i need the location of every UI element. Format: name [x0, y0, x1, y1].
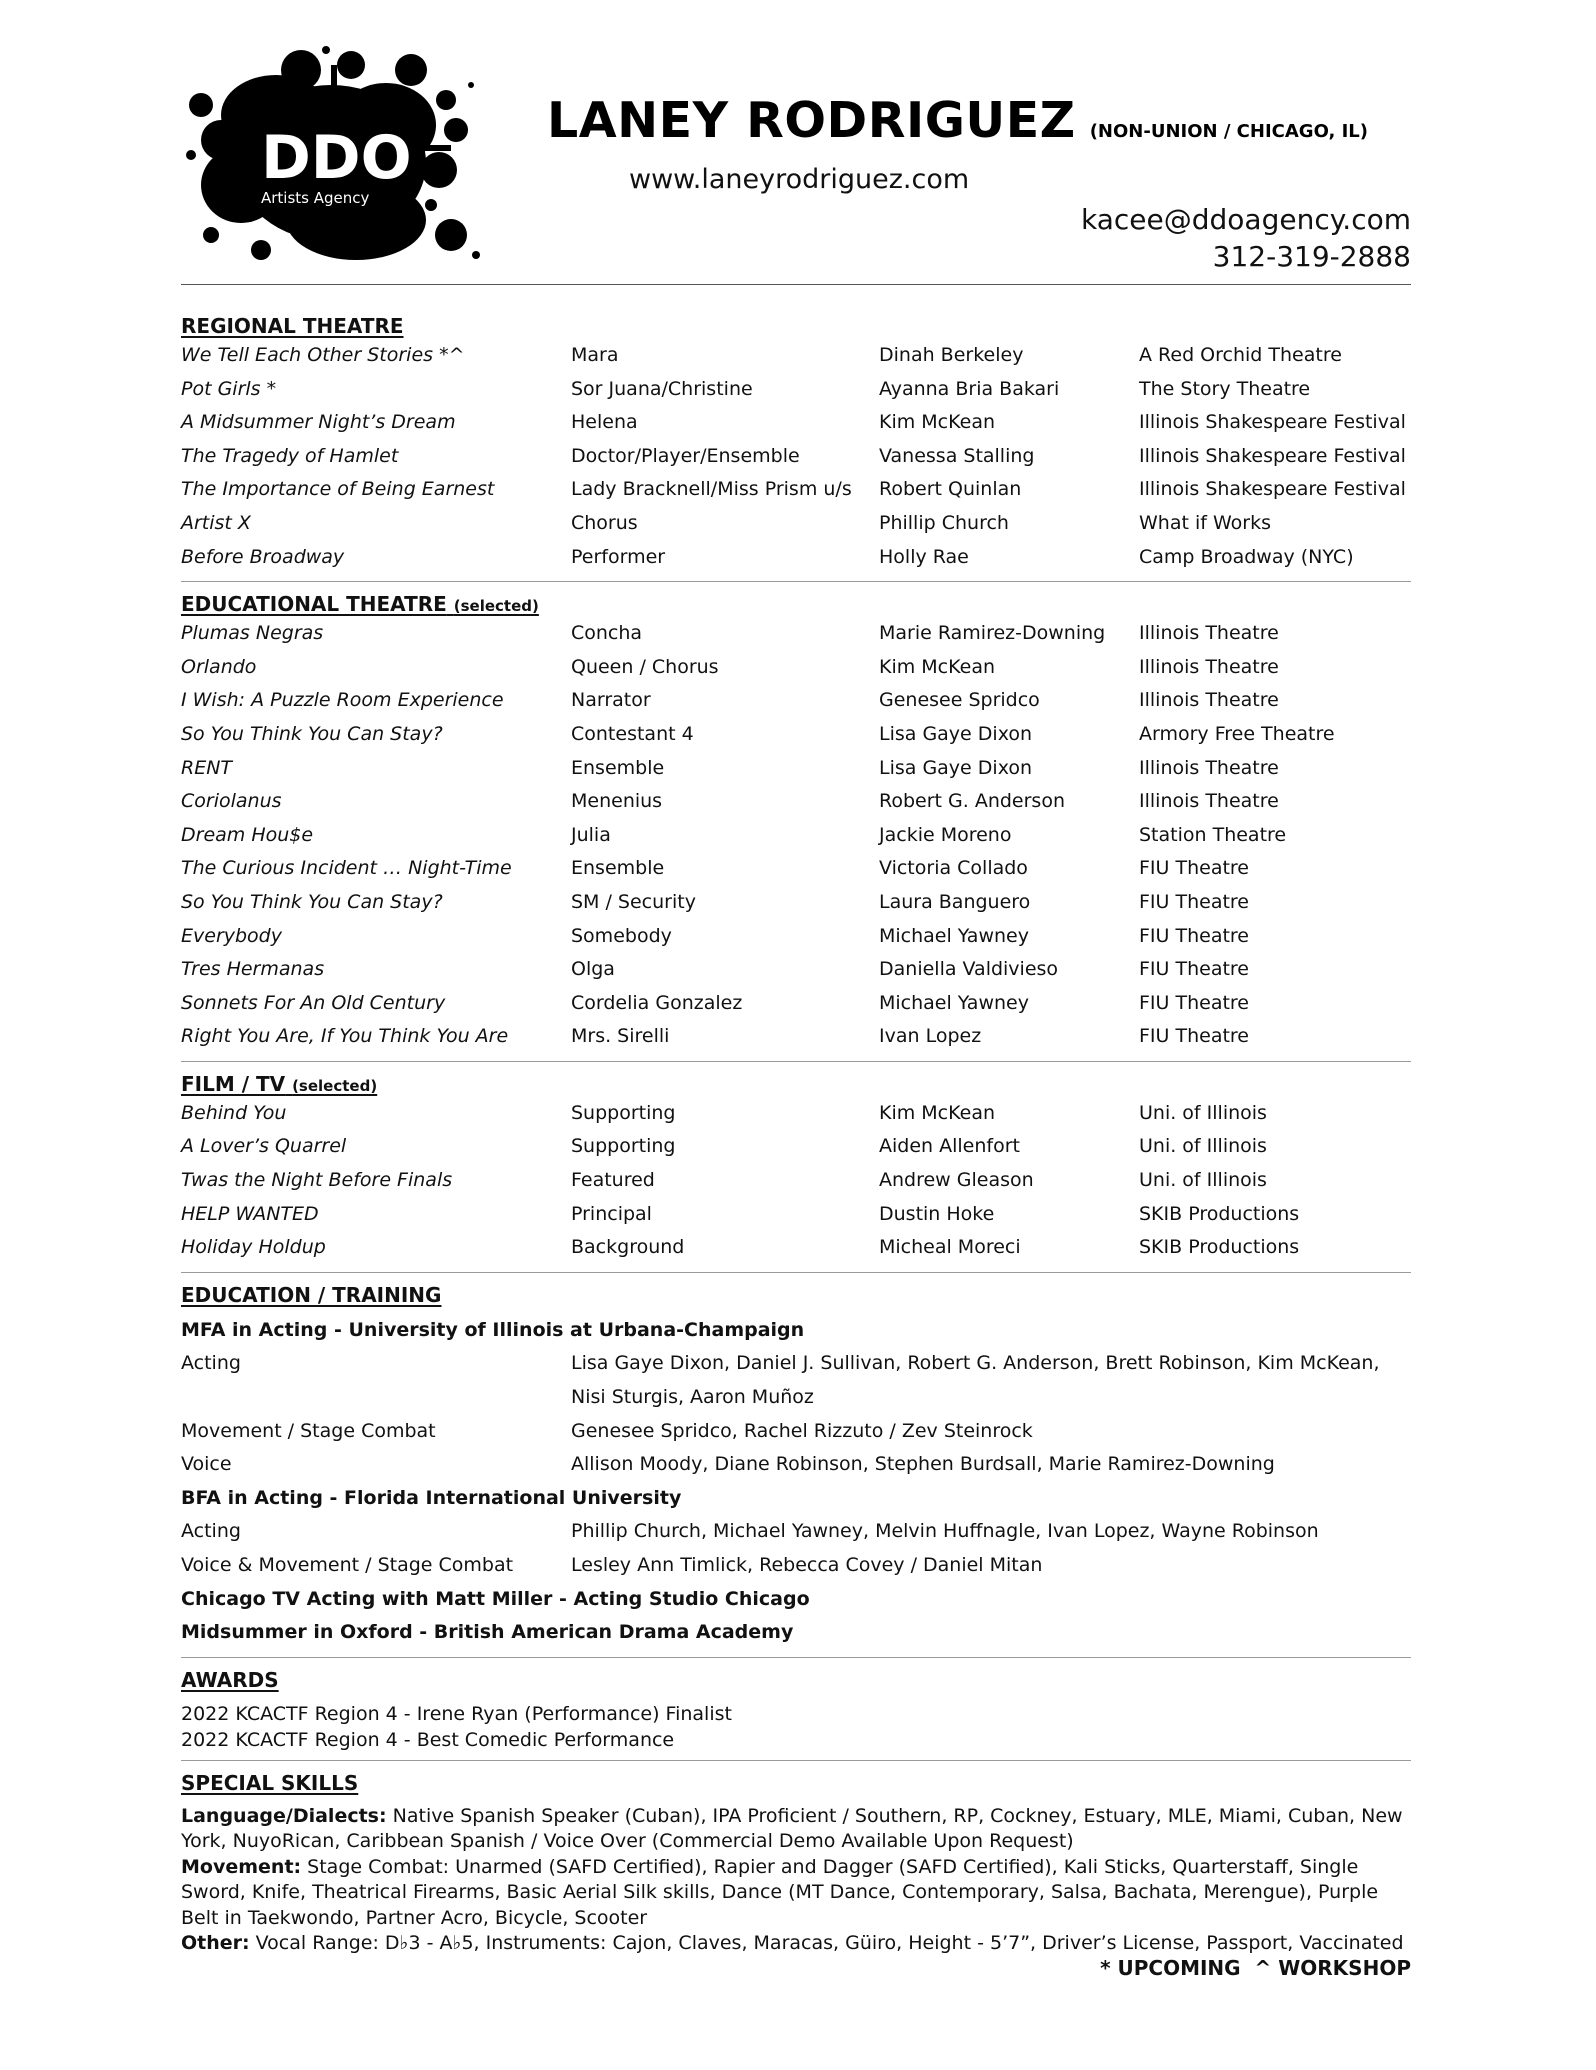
- section-title-film: FILM / TV (selected): [181, 1071, 378, 1096]
- credit-venue: SKIB Productions: [1139, 1236, 1300, 1259]
- section-divider: [181, 1272, 1411, 1273]
- credit-show: We Tell Each Other Stories *^: [181, 344, 465, 366]
- credit-venue: What if Works: [1139, 511, 1271, 534]
- credit-role: Contestant 4: [571, 722, 694, 745]
- credit-role: Menenius: [571, 790, 663, 813]
- credit-role: SM / Security: [571, 890, 696, 913]
- educational-credit-row: [181, 785, 1411, 819]
- educational-credit-row: [181, 987, 1411, 1021]
- header-divider: [181, 284, 1411, 285]
- section-title-awards: AWARDS: [181, 1667, 279, 1692]
- section-divider: [181, 1760, 1411, 1761]
- website-link[interactable]: www.laneyrodriguez.com: [629, 164, 970, 195]
- credit-director: Daniella Valdivieso: [879, 958, 1059, 981]
- credit-venue: FIU Theatre: [1139, 991, 1249, 1014]
- regional-theatre-table: [181, 339, 1411, 574]
- credit-venue: Camp Broadway (NYC): [1139, 545, 1354, 568]
- training-instructors: Phillip Church, Michael Yawney, Melvin Huffnagle, Ivan Lopez, Wayne Robinson: [571, 1520, 1319, 1543]
- credit-venue: Illinois Theatre: [1139, 689, 1279, 712]
- credit-venue: Uni. of Illinois: [1139, 1169, 1267, 1192]
- mfa-heading: MFA in Acting - University of Illinois at Urbana-Champaign: [181, 1318, 805, 1341]
- credit-venue: Illinois Shakespeare Festival: [1139, 478, 1406, 501]
- credit-venue: Illinois Shakespeare Festival: [1139, 411, 1406, 434]
- credit-venue: A Red Orchid Theatre: [1139, 344, 1342, 366]
- credit-show: Artist X: [181, 511, 251, 534]
- credit-role: Mrs. Sirelli: [571, 1025, 670, 1048]
- credit-director: Victoria Collado: [879, 857, 1028, 880]
- credit-director: Michael Yawney: [879, 991, 1029, 1014]
- logo-subtext: Artists Agency: [261, 189, 370, 207]
- credit-role: Supporting: [571, 1101, 676, 1124]
- regional-credit-row: [181, 373, 1411, 407]
- credit-role: Supporting: [571, 1135, 676, 1158]
- educational-credit-row: [181, 819, 1411, 853]
- credit-show: A Midsummer Night’s Dream: [181, 411, 456, 434]
- credit-director: Dinah Berkeley: [879, 344, 1024, 366]
- credit-show: The Importance of Being Earnest: [181, 478, 495, 501]
- training-instructors: Lisa Gaye Dixon, Daniel J. Sullivan, Robert G. Anderson, Brett Robinson, Kim McKean, Nisi Sturgis, Aaron Muñoz: [571, 1352, 1380, 1409]
- credit-show: Right You Are, If You Think You Are: [181, 1025, 509, 1048]
- bfa-training-list: [181, 1515, 1411, 1582]
- credit-show: Before Broadway: [181, 545, 345, 568]
- credit-show: Orlando: [181, 655, 257, 678]
- regional-credit-row: [181, 339, 1411, 373]
- credit-show: Sonnets For An Old Century: [181, 991, 446, 1014]
- skills-movement: Movement: Stage Combat: Unarmed (SAFD Certified), Rapier and Dagger (SAFD Certified), Kali Sticks, Quarterstaff, Single Sword, Knife, Theatrical Firearms, Basic Aerial Silk skills, Dance (MT Dance, Contemporary, Salsa, Bachata, Merengue), Purple Belt in Taekwondo, Partner Acro, Bicycle, Scooter: [181, 1855, 1379, 1929]
- credit-show: Holiday Holdup: [181, 1236, 326, 1259]
- training-row: [181, 1347, 1411, 1414]
- credit-role: Helena: [571, 411, 638, 434]
- credit-director: Dustin Hoke: [879, 1202, 995, 1225]
- credit-role: Mara: [571, 344, 619, 366]
- training-extra: Midsummer in Oxford - British American Drama Academy: [181, 1621, 794, 1644]
- educational-credit-row: [181, 617, 1411, 651]
- section-divider: [181, 1657, 1411, 1658]
- legend-key: * UPCOMING ^ WORKSHOP: [1100, 1956, 1411, 1980]
- training-area: Voice: [181, 1453, 232, 1476]
- training-instructors: Genesee Spridco, Rachel Rizzuto / Zev Steinrock: [571, 1419, 1033, 1442]
- credit-venue: Uni. of Illinois: [1139, 1135, 1267, 1158]
- credit-director: Andrew Gleason: [879, 1169, 1034, 1192]
- training-instructors: Allison Moody, Diane Robinson, Stephen Burdsall, Marie Ramirez-Downing: [571, 1453, 1275, 1476]
- mfa-training-list: [181, 1347, 1411, 1481]
- training-area: Acting: [181, 1352, 241, 1375]
- credit-venue: Illinois Theatre: [1139, 790, 1279, 813]
- training-area: Acting: [181, 1520, 241, 1543]
- credit-role: Olga: [571, 958, 615, 981]
- award-item: 2022 KCACTF Region 4 - Irene Ryan (Performance) Finalist: [181, 1702, 732, 1725]
- educational-credit-row: [181, 920, 1411, 954]
- credit-role: Lady Bracknell/Miss Prism u/s: [571, 478, 852, 501]
- credit-show: A Lover’s Quarrel: [181, 1135, 347, 1158]
- credit-director: Laura Banguero: [879, 890, 1031, 913]
- educational-credit-row: [181, 684, 1411, 718]
- educational-credit-row: [181, 1020, 1411, 1054]
- credit-show: The Curious Incident … Night-Time: [181, 857, 512, 880]
- credit-show: Pot Girls *: [181, 377, 277, 400]
- film-credit-row: [181, 1198, 1411, 1232]
- training-area: Movement / Stage Combat: [181, 1419, 436, 1442]
- credit-role: Chorus: [571, 511, 638, 534]
- regional-credit-row: [181, 541, 1411, 575]
- credit-director: Micheal Moreci: [879, 1236, 1021, 1259]
- credit-show: Everybody: [181, 924, 282, 947]
- credit-venue: FIU Theatre: [1139, 1025, 1249, 1048]
- credit-show: RENT: [181, 756, 233, 779]
- credit-venue: FIU Theatre: [1139, 857, 1249, 880]
- credit-director: Ivan Lopez: [879, 1025, 982, 1048]
- section-divider: [181, 581, 1411, 582]
- credit-role: Cordelia Gonzalez: [571, 991, 743, 1014]
- educational-credit-row: [181, 718, 1411, 752]
- agent-email[interactable]: kacee@ddoagency.com: [1081, 203, 1411, 236]
- credit-venue: Illinois Theatre: [1139, 756, 1279, 779]
- credit-show: So You Think You Can Stay?: [181, 890, 443, 913]
- film-credit-row: [181, 1231, 1411, 1265]
- credit-venue: The Story Theatre: [1139, 377, 1311, 400]
- logo-text: DDO: [261, 123, 412, 193]
- section-divider: [181, 1061, 1411, 1062]
- credit-director: Robert Quinlan: [879, 478, 1022, 501]
- credit-director: Lisa Gaye Dixon: [879, 722, 1033, 745]
- union-status: (NON-UNION / CHICAGO, IL): [1089, 121, 1368, 142]
- training-row: [181, 1448, 1411, 1482]
- agent-phone: 312-319-2888: [1212, 240, 1411, 273]
- training-area: Voice & Movement / Stage Combat: [181, 1554, 514, 1576]
- credit-role: Julia: [571, 823, 611, 846]
- credit-show: HELP WANTED: [181, 1202, 319, 1225]
- training-extra: Chicago TV Acting with Matt Miller - Acting Studio Chicago: [181, 1587, 810, 1610]
- credit-director: Kim McKean: [879, 411, 996, 434]
- credit-show: So You Think You Can Stay?: [181, 722, 443, 745]
- credit-show: Tres Hermanas: [181, 958, 325, 981]
- section-title-regional: REGIONAL THEATRE: [181, 314, 404, 338]
- credit-venue: FIU Theatre: [1139, 924, 1249, 947]
- educational-credit-row: [181, 752, 1411, 786]
- credit-role: Concha: [571, 622, 643, 645]
- credit-venue: Illinois Theatre: [1139, 622, 1279, 645]
- skills-language: Language/Dialects: Native Spanish Speaker (Cuban), IPA Proficient / Southern, RP, Cockney, Estuary, MLE, Miami, Cuban, New York, NuyoRican, Caribbean Spanish / Voice Over (Commercial Demo Available Upon Request): [181, 1804, 1403, 1853]
- credit-director: Michael Yawney: [879, 924, 1029, 947]
- actor-name: LANEY RODRIGUEZ: [547, 92, 1076, 149]
- training-row: [181, 1415, 1411, 1449]
- credit-role: Narrator: [571, 689, 651, 712]
- credit-role: Featured: [571, 1169, 655, 1192]
- credit-show: Coriolanus: [181, 790, 282, 813]
- section-title-educational: EDUCATIONAL THEATRE (selected): [181, 592, 539, 617]
- training-row: [181, 1549, 1411, 1583]
- credit-venue: Armory Free Theatre: [1139, 722, 1335, 745]
- credit-venue: FIU Theatre: [1139, 958, 1249, 981]
- credit-show: Dream Hou$e: [181, 823, 314, 846]
- credit-role: Somebody: [571, 924, 672, 947]
- film-tv-table: [181, 1097, 1411, 1265]
- credit-role: Background: [571, 1236, 685, 1259]
- credit-role: Principal: [571, 1202, 652, 1225]
- regional-credit-row: [181, 406, 1411, 440]
- credit-venue: Illinois Shakespeare Festival: [1139, 444, 1406, 467]
- regional-credit-row: [181, 440, 1411, 474]
- ddo-agency-logo: [181, 45, 486, 270]
- credit-role: Ensemble: [571, 857, 665, 880]
- educational-credit-row: [181, 852, 1411, 886]
- regional-credit-row: [181, 473, 1411, 507]
- credit-director: Ayanna Bria Bakari: [879, 377, 1060, 400]
- film-credit-row: [181, 1097, 1411, 1131]
- contact-block: [1081, 201, 1411, 275]
- section-title-education: EDUCATION / TRAINING: [181, 1282, 442, 1307]
- educational-credit-row: [181, 886, 1411, 920]
- film-credit-row: [181, 1130, 1411, 1164]
- credit-show: Plumas Negras: [181, 622, 324, 645]
- film-credit-row: [181, 1164, 1411, 1198]
- training-row: [181, 1515, 1411, 1549]
- credit-show: I Wish: A Puzzle Room Experience: [181, 689, 504, 712]
- credit-director: Vanessa Stalling: [879, 444, 1035, 467]
- award-item: 2022 KCACTF Region 4 - Best Comedic Performance: [181, 1728, 675, 1751]
- regional-credit-row: [181, 507, 1411, 541]
- credit-director: Genesee Spridco: [879, 689, 1040, 712]
- credit-venue: Station Theatre: [1139, 823, 1287, 846]
- credit-venue: FIU Theatre: [1139, 890, 1249, 913]
- credit-director: Marie Ramirez-Downing: [879, 622, 1106, 645]
- training-instructors: Lesley Ann Timlick, Rebecca Covey / Daniel Mitan: [571, 1554, 1043, 1576]
- credit-venue: Illinois Theatre: [1139, 655, 1279, 678]
- credit-director: Jackie Moreno: [879, 823, 1012, 846]
- credit-director: Kim McKean: [879, 655, 996, 678]
- credit-venue: Uni. of Illinois: [1139, 1101, 1267, 1124]
- section-title-skills: SPECIAL SKILLS: [181, 1770, 359, 1795]
- credit-role: Queen / Chorus: [571, 655, 719, 678]
- credit-show: The Tragedy of Hamlet: [181, 444, 399, 467]
- bfa-heading: BFA in Acting - Florida International University: [181, 1486, 682, 1509]
- name-line: [547, 92, 1368, 149]
- credit-role: Performer: [571, 545, 666, 568]
- credit-director: Kim McKean: [879, 1101, 996, 1124]
- credit-role: Sor Juana/Christine: [571, 377, 753, 400]
- skills-other: Other: Vocal Range: D♭3 - A♭5, Instruments: Cajon, Claves, Maracas, Güiro, Height - 5’7”, Driver’s License, Passport, Vaccinated: [181, 1932, 1404, 1955]
- credit-director: Robert G. Anderson: [879, 790, 1065, 813]
- credit-role: Ensemble: [571, 756, 665, 779]
- credit-director: Aiden Allenfort: [879, 1135, 1020, 1158]
- educational-credit-row: [181, 953, 1411, 987]
- credit-show: Twas the Night Before Finals: [181, 1169, 453, 1192]
- credit-role: Doctor/Player/Ensemble: [571, 444, 800, 467]
- credit-venue: SKIB Productions: [1139, 1202, 1300, 1225]
- credit-director: Lisa Gaye Dixon: [879, 756, 1033, 779]
- educational-theatre-table: [181, 617, 1411, 1054]
- credit-director: Holly Rae: [879, 545, 969, 568]
- credit-director: Phillip Church: [879, 511, 1009, 534]
- credit-show: Behind You: [181, 1101, 287, 1124]
- educational-credit-row: [181, 651, 1411, 685]
- resume-content: [181, 313, 1411, 1957]
